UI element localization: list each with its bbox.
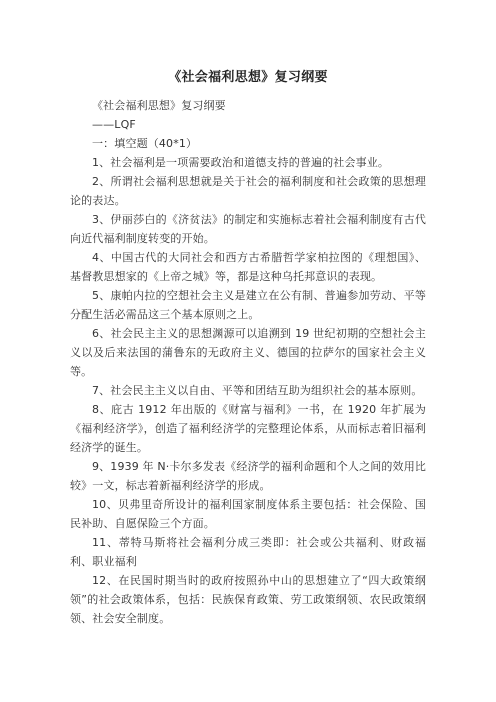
paragraph-7: 7、社会民主主义以自由、平等和团结互助为组织社会的基本原则。	[92, 384, 423, 397]
section-heading: 一：填空题（40*1）	[92, 137, 198, 150]
paragraph-1: 1、社会福利是一项需要政治和道德支持的普遍的社会事业。	[92, 156, 390, 169]
paragraph-3: 3、伊丽莎白的《济贫法》的制定和实施标志着社会福利制度有古代向近代福利制度转变的开始。	[70, 213, 426, 245]
paragraph-9: 9、1939 年 N·卡尔多发表《经济学的福利命题和个人之间的效用比较》一文，标志着新福利经济学的形成。	[70, 460, 426, 492]
document-title: 《社会福利思想》复习纲要	[168, 70, 328, 85]
paragraph-4: 4、中国古代的大同社会和西方古希腊哲学家柏拉图的《理想国》、基督教思想家的《上帝之城》等，都是这种乌托邦意识的表现。	[70, 251, 426, 283]
paragraph-8: 8、庇古 1912 年出版的《财富与福利》一书，在 1920 年扩展为《福利经济学》，创造了福利经济学的完整理论体系，从而标志着旧福利经济学的诞生。	[70, 403, 426, 454]
paragraph-6: 6、社会民主主义的思想渊源可以追溯到 19 世纪初期的空想社会主义以及后来法国的蒲鲁东的无政府主义、德国的拉萨尔的国家社会主义等。	[70, 327, 426, 378]
document-body	[70, 96, 426, 628]
paragraph-12: 12、在民国时期当时的政府按照孙中山的思想建立了“四大政策纲领”的社会政策体系，包括：民族保育政策、劳工政策纲领、农民政策纲领、社会安全制度。	[70, 574, 426, 625]
paragraph-10: 10、贝弗里奇所设计的福利国家制度体系主要包括：社会保险、国民补助、自愿保险三个方面。	[70, 498, 426, 530]
paragraph-2: 2、所谓社会福利思想就是关于社会的福利制度和社会政策的思想理论的表达。	[70, 175, 426, 207]
subtitle-line: 《社会福利思想》复习纲要	[92, 99, 226, 112]
paragraph-5: 5、康帕内拉的空想社会主义是建立在公有制、普遍参加劳动、平等分配生活必需品这三个基本原则之上。	[70, 289, 426, 321]
author-line: ——LQF	[92, 118, 136, 131]
paragraph-11: 11、蒂特马斯将社会福利分成三类即：社会或公共福利、财政福利、职业福利	[70, 536, 426, 568]
